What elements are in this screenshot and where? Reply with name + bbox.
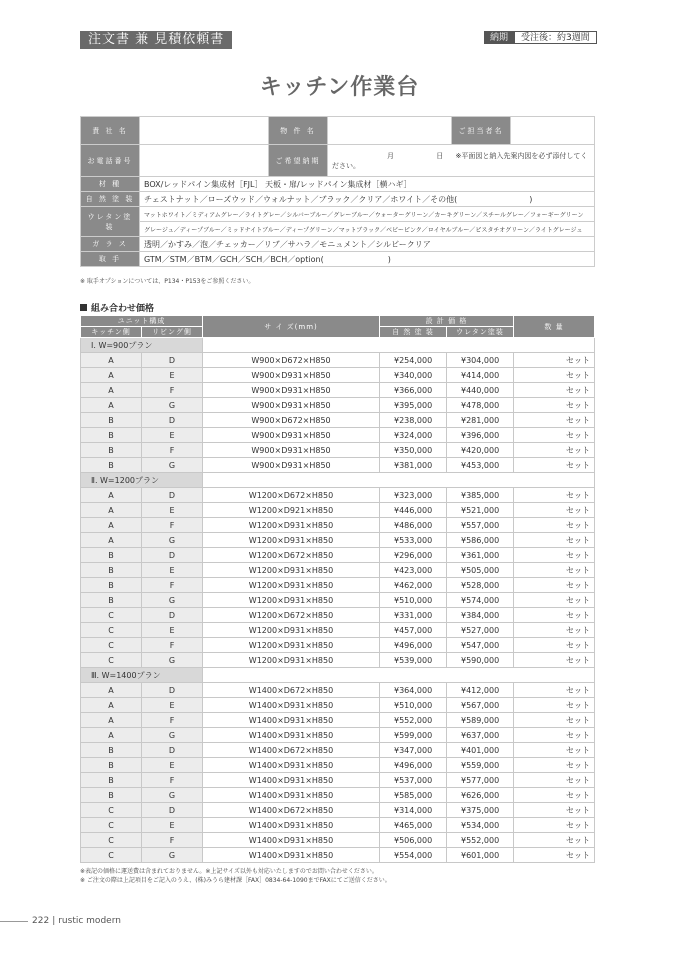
table-row (81, 713, 595, 728)
delivery-label: 納期 (484, 31, 514, 44)
natural-price-cell: ¥296,000 (380, 548, 447, 563)
kitchen-cell: B (81, 563, 142, 578)
brand-name: rustic modern (58, 916, 121, 926)
living-cell: E (142, 563, 203, 578)
table-row (81, 743, 595, 758)
qty-cell[interactable]: セット (514, 398, 595, 413)
urethane-price-cell: ¥384,000 (447, 608, 514, 623)
urethane-price-cell: ¥552,000 (447, 833, 514, 848)
living-cell: D (142, 608, 203, 623)
size-cell: W1200×D931×H850 (203, 638, 380, 653)
kitchen-cell: A (81, 353, 142, 368)
qty-cell[interactable]: セット (514, 653, 595, 668)
living-header: リビング側 (142, 327, 203, 338)
desired-date-field[interactable] (328, 145, 595, 177)
qty-cell[interactable]: セット (514, 428, 595, 443)
urethane-price-cell: ¥361,000 (447, 548, 514, 563)
delivery-value: 受注後：約3週間 (514, 31, 597, 44)
table-row (81, 398, 595, 413)
natural-price-cell: ¥585,000 (380, 788, 447, 803)
qty-cell[interactable]: セット (514, 563, 595, 578)
size-header: サ イ ズ(mm) (203, 316, 380, 338)
urethane-price-cell: ¥375,000 (447, 803, 514, 818)
living-cell: D (142, 803, 203, 818)
size-cell: W1200×D921×H850 (203, 503, 380, 518)
kitchen-cell: B (81, 743, 142, 758)
kitchen-cell: C (81, 818, 142, 833)
kitchen-cell: A (81, 368, 142, 383)
qty-cell[interactable]: セット (514, 548, 595, 563)
table-row (81, 773, 595, 788)
natural-price-cell: ¥465,000 (380, 818, 447, 833)
urethane-price-cell: ¥401,000 (447, 743, 514, 758)
bottom-notes (80, 867, 391, 885)
size-cell: W1200×D672×H850 (203, 548, 380, 563)
urethane-label: ウレタン塗装 (81, 207, 140, 237)
size-cell: W1200×D931×H850 (203, 593, 380, 608)
urethane-price-cell: ¥589,000 (447, 713, 514, 728)
form-note: ※ 取手オプションについては、P134・P153をご参照ください。 (80, 278, 255, 285)
glass-options: 透明／かすみ／泡／チェッカー／リブ／サハラ／モニュメント／シルビークリア (140, 237, 595, 252)
table-row (81, 383, 595, 398)
living-cell: D (142, 683, 203, 698)
page-title: キッチン作業台 (259, 75, 420, 100)
table-row (81, 563, 595, 578)
urethane-price-cell: ¥412,000 (447, 683, 514, 698)
kitchen-cell: C (81, 833, 142, 848)
table-row (81, 428, 595, 443)
qty-cell[interactable]: セット (514, 503, 595, 518)
qty-cell[interactable]: セット (514, 368, 595, 383)
kitchen-cell: A (81, 683, 142, 698)
urethane-price-cell: ¥586,000 (447, 533, 514, 548)
natural-price-cell: ¥347,000 (380, 743, 447, 758)
plan-row (81, 668, 595, 683)
table-row (81, 818, 595, 833)
size-cell: W900×D931×H850 (203, 398, 380, 413)
desired-date-label: ご希望納期 (269, 145, 328, 177)
natural-price-cell: ¥506,000 (380, 833, 447, 848)
natural-price-cell: ¥340,000 (380, 368, 447, 383)
qty-cell[interactable]: セット (514, 578, 595, 593)
qty-cell[interactable]: セット (514, 773, 595, 788)
kitchen-cell: B (81, 458, 142, 473)
kitchen-cell: A (81, 488, 142, 503)
natural-price-cell: ¥552,000 (380, 713, 447, 728)
living-cell: G (142, 728, 203, 743)
size-cell: W1400×D931×H850 (203, 713, 380, 728)
living-cell: E (142, 428, 203, 443)
qty-cell[interactable]: セット (514, 728, 595, 743)
material-label: 材 種 (81, 177, 140, 192)
qty-cell[interactable]: セット (514, 683, 595, 698)
natural-price-cell: ¥486,000 (380, 518, 447, 533)
table-row (81, 788, 595, 803)
table-row (81, 533, 595, 548)
kitchen-cell: B (81, 443, 142, 458)
page-number: 222 (32, 916, 50, 926)
kitchen-cell: B (81, 548, 142, 563)
natural-price-cell: ¥254,000 (380, 353, 447, 368)
material-value: BOX/レッドパイン集成材［FJL］ 天板・扉/レッドパイン集成材［横ハギ］ (140, 177, 595, 192)
urethane-header: ウレタン塗装 (447, 327, 514, 338)
phone-field[interactable] (140, 145, 269, 177)
natural-price-cell: ¥238,000 (380, 413, 447, 428)
price-header: 設 計 価 格 (380, 316, 514, 327)
natural-price-cell: ¥510,000 (380, 593, 447, 608)
size-cell: W900×D672×H850 (203, 353, 380, 368)
natural-price-cell: ¥364,000 (380, 683, 447, 698)
urethane-price-cell: ¥559,000 (447, 758, 514, 773)
living-cell: E (142, 758, 203, 773)
urethane-price-cell: ¥528,000 (447, 578, 514, 593)
kitchen-cell: B (81, 788, 142, 803)
size-cell: W1400×D931×H850 (203, 728, 380, 743)
urethane-price-cell: ¥557,000 (447, 518, 514, 533)
qty-cell[interactable]: セット (514, 713, 595, 728)
urethane-price-cell: ¥414,000 (447, 368, 514, 383)
square-bullet-icon (80, 304, 87, 311)
natural-paint-options: チェストナット／ローズウッド／ウォルナット／ブラック／クリア／ホワイト／その他( ) (140, 192, 595, 207)
urethane-options-1: マットホワイト／ミディアムグレー／ライトグレー／シルバーブルー／グレーブルー／ウォーターグリーン／カーキグリーン／スチールグレー／フォーギーグリーン (140, 207, 595, 222)
urethane-price-cell: ¥521,000 (447, 503, 514, 518)
size-cell: W900×D931×H850 (203, 443, 380, 458)
price-table (80, 315, 595, 863)
table-row (81, 638, 595, 653)
qty-cell[interactable]: セット (514, 593, 595, 608)
product-label: 物 件 名 (269, 117, 328, 145)
kitchen-cell: B (81, 758, 142, 773)
glass-label: ガ ラ ス (81, 237, 140, 252)
qty-cell[interactable]: セット (514, 518, 595, 533)
living-cell: F (142, 578, 203, 593)
living-cell: G (142, 788, 203, 803)
kitchen-cell: B (81, 413, 142, 428)
urethane-price-cell: ¥281,000 (447, 413, 514, 428)
qty-cell[interactable]: セット (514, 488, 595, 503)
plan-name: Ⅲ. W=1400プラン (81, 668, 203, 683)
qty-cell[interactable]: セット (514, 818, 595, 833)
urethane-price-cell: ¥478,000 (447, 398, 514, 413)
living-cell: E (142, 623, 203, 638)
size-cell: W1400×D672×H850 (203, 743, 380, 758)
natural-price-cell: ¥457,000 (380, 623, 447, 638)
customer-field[interactable] (140, 117, 269, 145)
qty-cell[interactable]: セット (514, 413, 595, 428)
size-cell: W1200×D931×H850 (203, 563, 380, 578)
natural-paint-label: 自 然 塗 装 (81, 192, 140, 207)
qty-cell[interactable]: セット (514, 608, 595, 623)
table-row (81, 518, 595, 533)
table-row (81, 548, 595, 563)
natural-price-cell: ¥533,000 (380, 533, 447, 548)
table-row (81, 623, 595, 638)
urethane-price-cell: ¥577,000 (447, 773, 514, 788)
living-cell: F (142, 638, 203, 653)
qty-cell[interactable]: セット (514, 698, 595, 713)
kitchen-cell: C (81, 623, 142, 638)
unit-header: ユニット構成 (81, 316, 203, 327)
bottom-note-1: ※表記の価格に運送費は含まれておりません。※上記サイズ以外も対応いたしますのでお問い合わせください。 (80, 868, 378, 875)
size-cell: W1200×D931×H850 (203, 578, 380, 593)
document-title: 注文書 兼 見積依頼書 (80, 31, 232, 49)
living-cell: G (142, 593, 203, 608)
kitchen-cell: C (81, 803, 142, 818)
qty-cell[interactable]: セット (514, 788, 595, 803)
urethane-price-cell: ¥547,000 (447, 638, 514, 653)
living-cell: G (142, 653, 203, 668)
qty-cell[interactable]: セット (514, 458, 595, 473)
kitchen-cell: A (81, 698, 142, 713)
qty-cell[interactable]: セット (514, 833, 595, 848)
living-cell: G (142, 458, 203, 473)
natural-price-cell: ¥539,000 (380, 653, 447, 668)
natural-price-cell: ¥462,000 (380, 578, 447, 593)
kitchen-cell: C (81, 638, 142, 653)
natural-price-cell: ¥496,000 (380, 758, 447, 773)
size-cell: W1400×D672×H850 (203, 803, 380, 818)
size-cell: W1400×D931×H850 (203, 818, 380, 833)
urethane-price-cell: ¥567,000 (447, 698, 514, 713)
handle-options: GTM／STM／BTM／GCH／SCH／BCH／option( ) (140, 252, 595, 267)
natural-price-cell: ¥554,000 (380, 848, 447, 863)
natural-price-cell: ¥366,000 (380, 383, 447, 398)
urethane-price-cell: ¥505,000 (447, 563, 514, 578)
size-cell: W1400×D931×H850 (203, 698, 380, 713)
day-label: 日 (436, 151, 444, 160)
natural-price-cell: ¥381,000 (380, 458, 447, 473)
attach-note: ※平面図と納入先案内図を必ず添付してください。 (332, 151, 588, 170)
plan-row (81, 473, 595, 488)
size-cell: W1400×D931×H850 (203, 788, 380, 803)
urethane-price-cell: ¥590,000 (447, 653, 514, 668)
size-cell: W900×D931×H850 (203, 368, 380, 383)
living-cell: F (142, 773, 203, 788)
living-cell: F (142, 833, 203, 848)
table-row (81, 413, 595, 428)
table-row (81, 503, 595, 518)
kitchen-header: キッチン側 (81, 327, 142, 338)
urethane-price-cell: ¥626,000 (447, 788, 514, 803)
qty-cell[interactable]: セット (514, 758, 595, 773)
living-cell: G (142, 848, 203, 863)
table-row (81, 698, 595, 713)
natural-price-cell: ¥314,000 (380, 803, 447, 818)
size-cell: W1200×D672×H850 (203, 488, 380, 503)
living-cell: E (142, 503, 203, 518)
living-cell: F (142, 713, 203, 728)
product-field[interactable] (328, 117, 452, 145)
section-title (80, 301, 154, 314)
size-cell: W900×D931×H850 (203, 458, 380, 473)
living-cell: D (142, 413, 203, 428)
kitchen-cell: A (81, 398, 142, 413)
urethane-options-2: グレージュ／ディープブルー／ミッドナイトブルー／ディープグリーン／マットブラック／ベビーピンク／ロイヤルブルー／ピスタチオグリーン／ライトグレージュ (140, 222, 595, 237)
natural-price-cell: ¥599,000 (380, 728, 447, 743)
natural-header: 自 然 塗 装 (380, 327, 447, 338)
size-cell: W1400×D931×H850 (203, 848, 380, 863)
table-row (81, 833, 595, 848)
natural-price-cell: ¥350,000 (380, 443, 447, 458)
table-row (81, 758, 595, 773)
living-cell: D (142, 353, 203, 368)
qty-cell[interactable]: セット (514, 383, 595, 398)
footer-rule (0, 921, 28, 922)
table-row (81, 683, 595, 698)
kitchen-cell: A (81, 503, 142, 518)
plan-name: Ⅱ. W=1200プラン (81, 473, 203, 488)
person-field[interactable] (511, 117, 595, 145)
natural-price-cell: ¥331,000 (380, 608, 447, 623)
living-cell: E (142, 368, 203, 383)
natural-price-cell: ¥496,000 (380, 638, 447, 653)
table-row (81, 593, 595, 608)
qty-cell[interactable]: セット (514, 743, 595, 758)
living-cell: E (142, 698, 203, 713)
size-cell: W1400×D931×H850 (203, 758, 380, 773)
kitchen-cell: B (81, 773, 142, 788)
urethane-price-cell: ¥420,000 (447, 443, 514, 458)
living-cell: E (142, 818, 203, 833)
kitchen-cell: A (81, 518, 142, 533)
size-cell: W1200×D931×H850 (203, 533, 380, 548)
natural-price-cell: ¥423,000 (380, 563, 447, 578)
living-cell: G (142, 533, 203, 548)
living-cell: G (142, 398, 203, 413)
month-label: 月 (387, 151, 394, 160)
natural-price-cell: ¥324,000 (380, 428, 447, 443)
natural-price-cell: ¥323,000 (380, 488, 447, 503)
natural-price-cell: ¥395,000 (380, 398, 447, 413)
table-row (81, 728, 595, 743)
table-row (81, 368, 595, 383)
kitchen-cell: A (81, 533, 142, 548)
kitchen-cell: A (81, 383, 142, 398)
urethane-price-cell: ¥637,000 (447, 728, 514, 743)
qty-header: 数 量 (514, 316, 595, 338)
qty-cell[interactable]: セット (514, 638, 595, 653)
living-cell: D (142, 743, 203, 758)
size-cell: W900×D931×H850 (203, 383, 380, 398)
urethane-price-cell: ¥304,000 (447, 353, 514, 368)
kitchen-cell: C (81, 848, 142, 863)
size-cell: W1200×D931×H850 (203, 653, 380, 668)
plan-name: Ⅰ. W=900プラン (81, 338, 203, 353)
bottom-note-2: ※ ご注文の際は上記項目をご記入のうえ、(株)みうら建材課［FAX］0834-64-1090までFAXにてご送信ください。 (80, 877, 391, 884)
living-cell: F (142, 443, 203, 458)
kitchen-cell: B (81, 593, 142, 608)
kitchen-cell: C (81, 608, 142, 623)
urethane-price-cell: ¥385,000 (447, 488, 514, 503)
kitchen-cell: B (81, 578, 142, 593)
qty-cell[interactable]: セット (514, 443, 595, 458)
size-cell: W1200×D672×H850 (203, 608, 380, 623)
order-form (80, 116, 595, 267)
size-cell: W1200×D931×H850 (203, 518, 380, 533)
living-cell: F (142, 383, 203, 398)
section-title-text: 組み合わせ価格 (91, 304, 155, 314)
living-cell: F (142, 518, 203, 533)
living-cell: D (142, 488, 203, 503)
urethane-price-cell: ¥440,000 (447, 383, 514, 398)
qty-cell[interactable]: セット (514, 848, 595, 863)
delivery-box (484, 31, 597, 44)
urethane-price-cell: ¥574,000 (447, 593, 514, 608)
table-row (81, 578, 595, 593)
size-cell: W1400×D672×H850 (203, 683, 380, 698)
qty-cell[interactable]: セット (514, 533, 595, 548)
handle-label: 取 手 (81, 252, 140, 267)
table-row (81, 803, 595, 818)
natural-price-cell: ¥446,000 (380, 503, 447, 518)
living-cell: D (142, 548, 203, 563)
kitchen-cell: A (81, 713, 142, 728)
customer-label: 責 社 名 (81, 117, 140, 145)
kitchen-cell: C (81, 653, 142, 668)
kitchen-cell: A (81, 728, 142, 743)
size-cell: W900×D672×H850 (203, 413, 380, 428)
footer: 222 | rustic modern (0, 916, 121, 926)
table-row (81, 653, 595, 668)
plan-row (81, 338, 595, 353)
size-cell: W1400×D931×H850 (203, 773, 380, 788)
table-row (81, 353, 595, 368)
qty-cell[interactable]: セット (514, 353, 595, 368)
urethane-price-cell: ¥396,000 (447, 428, 514, 443)
phone-label: お電話番号 (81, 145, 140, 177)
table-row (81, 608, 595, 623)
table-row (81, 443, 595, 458)
size-cell: W900×D931×H850 (203, 428, 380, 443)
urethane-price-cell: ¥601,000 (447, 848, 514, 863)
qty-cell[interactable]: セット (514, 623, 595, 638)
urethane-price-cell: ¥534,000 (447, 818, 514, 833)
qty-cell[interactable]: セット (514, 803, 595, 818)
size-cell: W1200×D931×H850 (203, 623, 380, 638)
size-cell: W1400×D931×H850 (203, 833, 380, 848)
natural-price-cell: ¥537,000 (380, 773, 447, 788)
natural-price-cell: ¥510,000 (380, 698, 447, 713)
kitchen-cell: B (81, 428, 142, 443)
table-row (81, 488, 595, 503)
person-label: ご担当者名 (452, 117, 511, 145)
urethane-price-cell: ¥453,000 (447, 458, 514, 473)
table-row (81, 848, 595, 863)
table-row (81, 458, 595, 473)
urethane-price-cell: ¥527,000 (447, 623, 514, 638)
